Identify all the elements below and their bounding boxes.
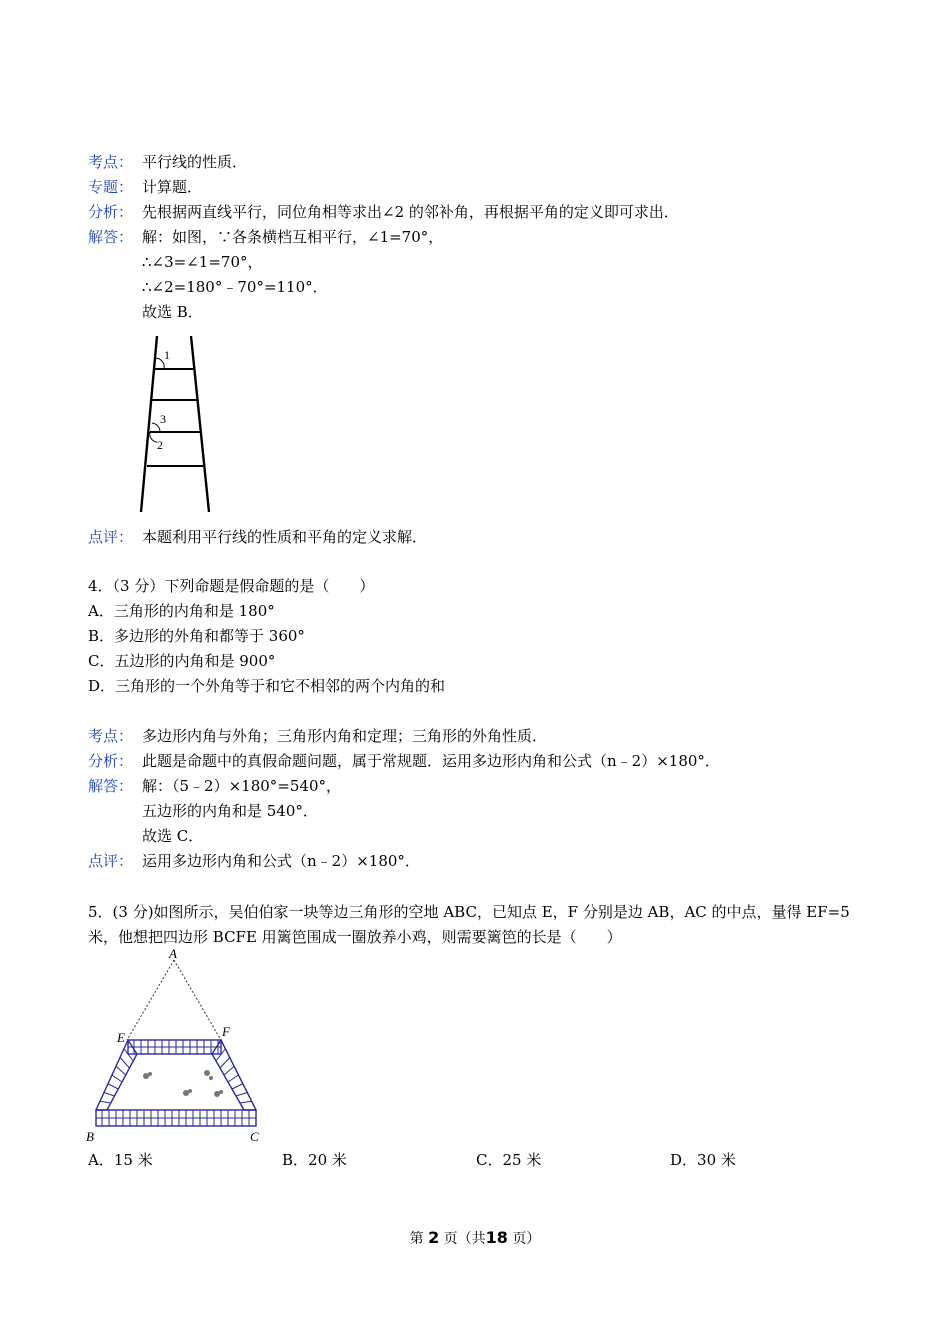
q4-fenxi-row — [88, 751, 720, 771]
angle-label-3: 3 — [160, 412, 166, 426]
jieda-label: 解答： — [88, 228, 134, 246]
zhuanti-text: 计算题． — [142, 178, 203, 196]
q4-option-c: C．五边形的内角和是 900° — [88, 652, 276, 670]
angle-label-2: 2 — [157, 438, 163, 452]
q5-option-c: C．25 米 — [476, 1151, 542, 1169]
vertex-a: A — [169, 948, 177, 961]
jieda-row — [88, 227, 443, 247]
q4-option-a: A．三角形的内角和是 180° — [88, 602, 275, 620]
kaodian-label: 考点： — [88, 153, 134, 171]
footer-suffix: 页） — [512, 1231, 541, 1247]
jieda-line: 故选 C． — [142, 827, 204, 845]
q5-stem-line2: 米，他想把四边形 BCFE 用篱笆围成一圈放养小鸡，则需要篱笆的长是（ ） — [88, 928, 622, 946]
q5-stem-line1: 5．(3 分)如图所示，吴伯伯家一块等边三角形的空地 ABC，已知点 E，F 分别是边 AB，AC 的中点，量得 EF=5 — [88, 903, 850, 921]
kaodian-label: 考点： — [88, 727, 134, 745]
jieda-line: 解：（5﹣2）×180°=540°， — [142, 777, 341, 795]
footer-middle: 页（共 — [443, 1231, 486, 1247]
ladder-figure — [135, 332, 215, 517]
q4-option-b: B．多边形的外角和都等于 360° — [88, 627, 305, 645]
jieda-line: ∴∠3=∠1=70°， — [142, 253, 263, 271]
q4-kaodian-row — [88, 726, 547, 746]
dianping-label: 点评： — [88, 528, 134, 546]
chicken-icons — [143, 1070, 223, 1097]
fence-figure — [80, 948, 270, 1148]
dianping-text: 运用多边形内角和公式（n﹣2）×180°． — [142, 852, 420, 870]
q4-jieda-row — [88, 776, 341, 796]
vertex-c: C — [250, 1129, 259, 1144]
jieda-line: ∴∠2=180°﹣70°=110°． — [142, 278, 328, 296]
fenxi-label: 分析： — [88, 203, 134, 221]
fenxi-row — [88, 202, 679, 222]
fenxi-text: 此题是命题中的真假命题问题，属于常规题．运用多边形内角和公式（n﹣2）×180°． — [142, 752, 720, 770]
footer-page-number: 2 — [428, 1228, 440, 1247]
jieda-line: 五边形的内角和是 540°． — [142, 802, 318, 820]
zhuanti-row — [88, 177, 202, 197]
q5-option-d: D．30 米 — [670, 1151, 736, 1169]
vertex-f: F — [222, 1024, 230, 1039]
zhuanti-label: 专题： — [88, 178, 134, 196]
fenxi-text: 先根据两直线平行，同位角相等求出∠2 的邻补角，再根据平角的定义即可求出． — [142, 203, 679, 221]
q4-option-d: D．三角形的一个外角等于和它不相邻的两个内角的和 — [88, 677, 446, 695]
dianping-text: 本题利用平行线的性质和平角的定义求解． — [142, 528, 428, 546]
jieda-line: 解：如图，∵各条横档互相平行，∠1=70°， — [142, 228, 444, 246]
fenxi-label: 分析： — [88, 752, 134, 770]
jieda-label: 解答： — [88, 777, 134, 795]
dianping-label: 点评： — [88, 852, 134, 870]
kaodian-row — [88, 152, 247, 172]
vertex-e: E — [117, 1030, 125, 1045]
kaodian-text: 多边形内角与外角；三角形内角和定理；三角形的外角性质． — [142, 727, 548, 745]
q5-option-a: A．15 米 — [88, 1151, 153, 1169]
q5-option-b: B．20 米 — [282, 1151, 347, 1169]
dianping-row — [88, 527, 427, 547]
q4-dianping-row — [88, 851, 420, 871]
footer-prefix: 第 — [409, 1231, 424, 1247]
kaodian-text: 平行线的性质． — [142, 153, 248, 171]
angle-label-1: 1 — [164, 348, 170, 362]
page-footer — [0, 1228, 950, 1248]
jieda-line: 故选 B． — [142, 303, 203, 321]
footer-total-pages: 18 — [485, 1228, 508, 1247]
q4-stem: 4．（3 分）下列命题是假命题的是（ ） — [88, 577, 375, 595]
vertex-b: B — [86, 1129, 94, 1144]
